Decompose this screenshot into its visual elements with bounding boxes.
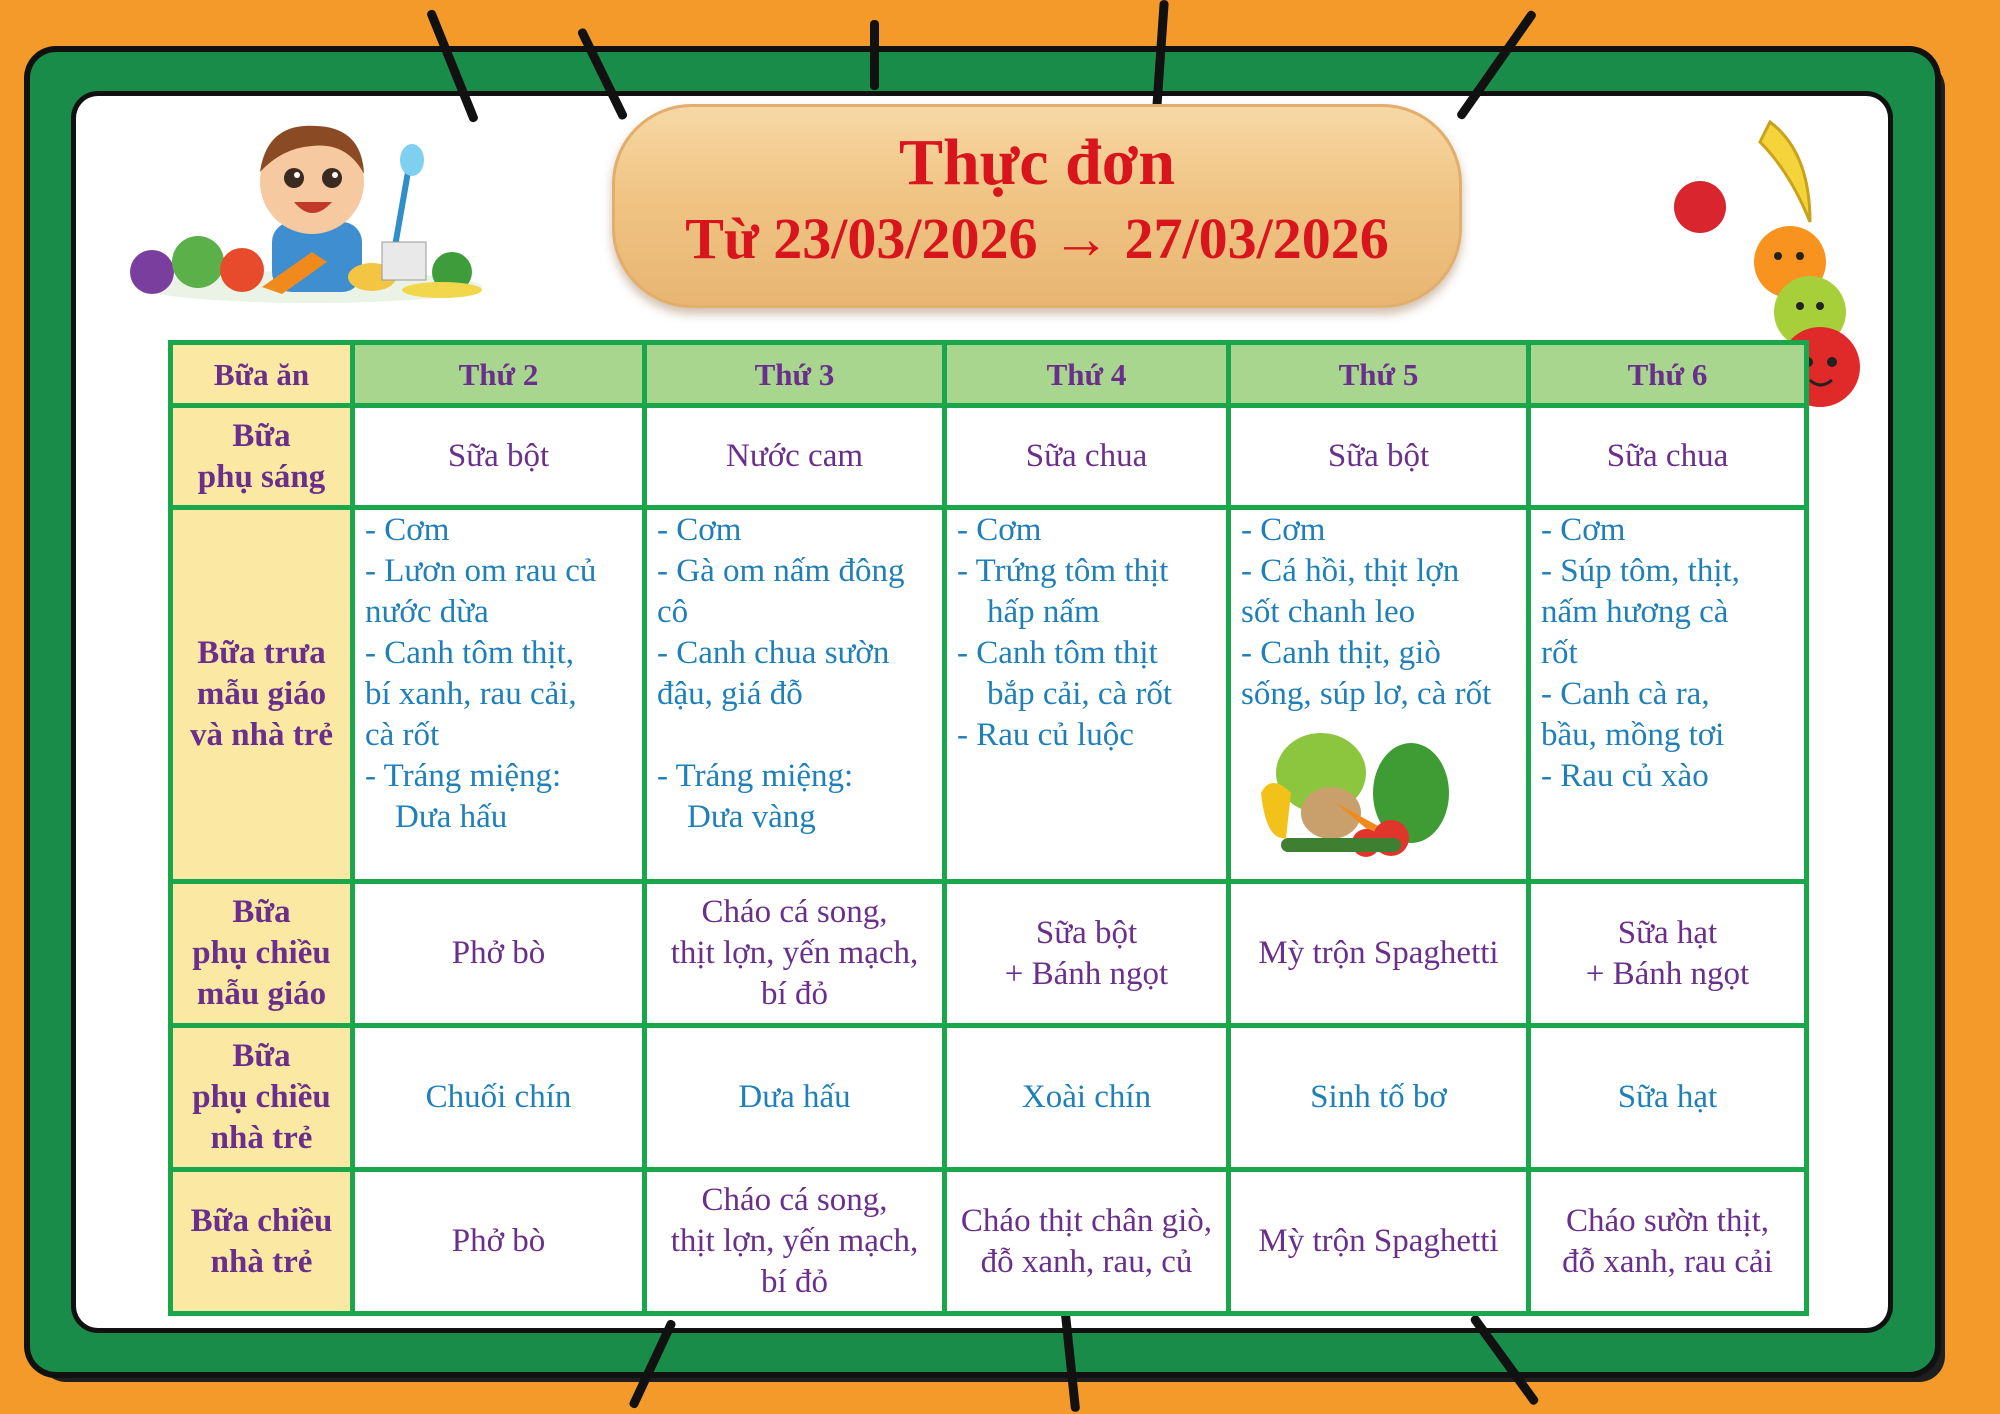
cell-afternoon-kg-tue: Cháo cá song, thịt lợn, yến mạch, bí đỏ <box>645 882 945 1026</box>
table-row <box>171 1026 1807 1170</box>
cell-afternoon-kg-wed: Sữa bột + Bánh ngọt <box>945 882 1229 1026</box>
header-day-thu: Thứ 5 <box>1229 343 1529 406</box>
cell-lunch-wed: - Cơm - Trứng tôm thịt hấp nấm - Canh tôm thịt bắp cải, cà rốt - Rau củ luộc <box>945 508 1229 882</box>
cell-evening-mon: Phở bò <box>353 1170 645 1314</box>
row-label-morning: Bữa phụ sáng <box>171 406 353 508</box>
menu-table <box>168 340 1809 1316</box>
cell-afternoon-kg-fri: Sữa hạt + Bánh ngọt <box>1529 882 1807 1026</box>
crack-mark <box>870 20 879 90</box>
cell-evening-fri: Cháo sườn thịt, đỗ xanh, rau cải <box>1529 1170 1807 1314</box>
cell-afternoon-kg-mon: Phở bò <box>353 882 645 1026</box>
cell-morning-wed: Sữa chua <box>945 406 1229 508</box>
table-row <box>171 1170 1807 1314</box>
cell-afternoon-nursery-fri: Sữa hạt <box>1529 1026 1807 1170</box>
cell-afternoon-nursery-tue: Dưa hấu <box>645 1026 945 1170</box>
cell-afternoon-nursery-thu: Sinh tố bơ <box>1229 1026 1529 1170</box>
cell-morning-mon: Sữa bột <box>353 406 645 508</box>
table-row <box>171 406 1807 508</box>
cell-afternoon-nursery-wed: Xoài chín <box>945 1026 1229 1170</box>
cell-lunch-mon: - Cơm - Lươn om rau củ nước dừa - Canh tôm thịt, bí xanh, rau cải, cà rốt - Tráng miệng: Dưa hấu <box>353 508 645 882</box>
header-day-wed: Thứ 4 <box>945 343 1229 406</box>
cell-evening-thu: Mỳ trộn Spaghetti <box>1229 1170 1529 1314</box>
row-label-afternoon-kg: Bữa phụ chiều mẫu giáo <box>171 882 353 1026</box>
child-eating-illustration <box>112 112 512 312</box>
cell-lunch-fri: - Cơm - Súp tôm, thịt, nấm hương cà rốt - Canh cà ra, bầu, mồng tơi - Rau củ xào <box>1529 508 1807 882</box>
date-range: Từ 23/03/2026 → 27/03/2026 <box>685 206 1389 271</box>
table-row <box>171 882 1807 1026</box>
page-title: Thực đơn <box>898 126 1176 199</box>
cell-afternoon-nursery-mon: Chuối chín <box>353 1026 645 1170</box>
vegetable-basket-illustration <box>1241 723 1461 863</box>
cell-evening-wed: Cháo thịt chân giò, đỗ xanh, rau, củ <box>945 1170 1229 1314</box>
row-label-afternoon-nursery: Bữa phụ chiều nhà trẻ <box>171 1026 353 1170</box>
cell-evening-tue: Cháo cá song, thịt lợn, yến mạch, bí đỏ <box>645 1170 945 1314</box>
cell-morning-tue: Nước cam <box>645 406 945 508</box>
row-label-evening: Bữa chiều nhà trẻ <box>171 1170 353 1314</box>
row-label-lunch: Bữa trưa mẫu giáo và nhà trẻ <box>171 508 353 882</box>
cell-lunch-tue: - Cơm - Gà om nấm đông cô - Canh chua sườn đậu, giá đỗ - Tráng miệng: Dưa vàng <box>645 508 945 882</box>
header-meal: Bữa ăn <box>171 343 353 406</box>
table-row <box>171 508 1807 882</box>
header-day-mon: Thứ 2 <box>353 343 645 406</box>
cell-afternoon-kg-thu: Mỳ trộn Spaghetti <box>1229 882 1529 1026</box>
header-day-fri: Thứ 6 <box>1529 343 1807 406</box>
header-day-tue: Thứ 3 <box>645 343 945 406</box>
cell-morning-thu: Sữa bột <box>1229 406 1529 508</box>
table-header-row <box>171 343 1807 406</box>
cell-lunch-thu: - Cơm - Cá hồi, thịt lợn sốt chanh leo - Canh thịt, giò sống, súp lơ, cà rốt <box>1229 508 1529 882</box>
cell-morning-fri: Sữa chua <box>1529 406 1807 508</box>
